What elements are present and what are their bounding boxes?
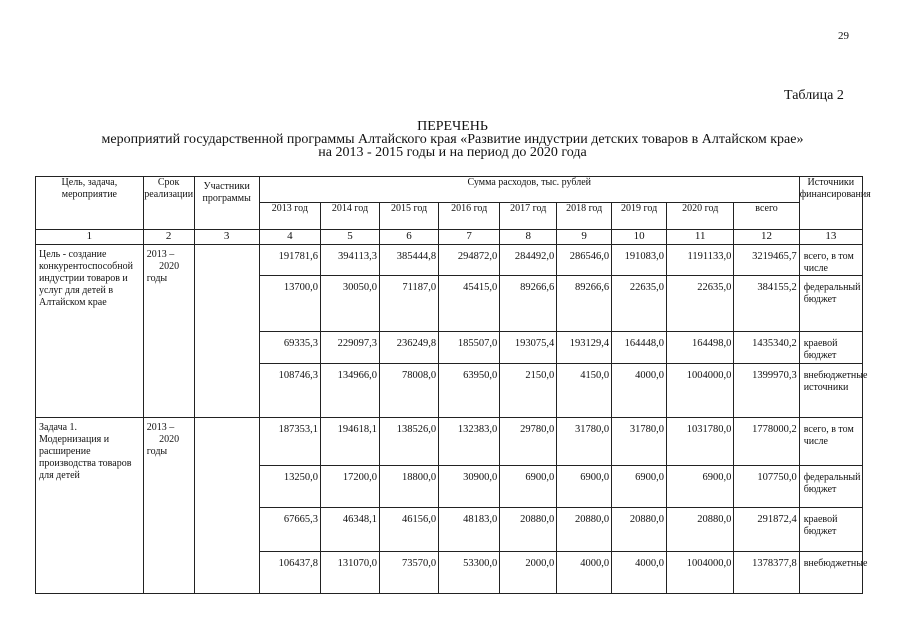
goal-cell: Цель - создание конкурентоспособной индустрии товаров и услуг для детей в Алтайском крае (36, 245, 144, 418)
amount-cell: 30050,0 (320, 276, 379, 332)
column-number: 10 (612, 230, 667, 245)
participants-cell (194, 245, 259, 418)
amount-cell: 78008,0 (380, 364, 439, 418)
amount-cell: 2000,0 (500, 552, 557, 594)
column-number: 5 (320, 230, 379, 245)
header-term: Срок реализации (143, 177, 194, 230)
amount-cell: 89266,6 (557, 276, 612, 332)
amount-cell: 22635,0 (667, 276, 734, 332)
source-cell: федеральный бюджет (799, 276, 862, 332)
header-year: 2019 год (612, 203, 667, 230)
amount-cell: 46156,0 (380, 508, 439, 552)
column-number: 9 (557, 230, 612, 245)
column-number: 6 (380, 230, 439, 245)
amount-cell: 187353,1 (259, 418, 320, 466)
column-number: 11 (667, 230, 734, 245)
amount-cell: 1004000,0 (667, 552, 734, 594)
table-row (36, 418, 863, 466)
source-cell: всего, в том числе (799, 245, 862, 276)
source-cell: всего, в том числе (799, 418, 862, 466)
term-suffix: годы (146, 273, 168, 284)
amount-cell: 29780,0 (500, 418, 557, 466)
header-goal: Цель, задача, мероприятие (36, 177, 144, 230)
header-year: 2017 год (500, 203, 557, 230)
amount-cell: 1378377,8 (734, 552, 799, 594)
amount-cell: 164448,0 (612, 332, 667, 364)
amount-cell: 4000,0 (612, 364, 667, 418)
goal-cell: Задача 1. Модернизация и расширение производства товаров для детей (36, 418, 144, 594)
amount-cell: 108746,3 (259, 364, 320, 418)
amount-cell: 31780,0 (612, 418, 667, 466)
term-cell (143, 418, 194, 594)
amount-cell: 106437,8 (259, 552, 320, 594)
amount-cell: 67665,3 (259, 508, 320, 552)
amount-cell: 1191133,0 (667, 245, 734, 276)
amount-cell: 1778000,2 (734, 418, 799, 466)
amount-cell: 69335,3 (259, 332, 320, 364)
page-number: 29 (838, 30, 849, 42)
title-line-3: на 2013 - 2015 годы и на период до 2020 года (318, 145, 587, 160)
table-row (36, 245, 863, 276)
source-cell: краевой бюджет (799, 508, 862, 552)
title-line-2: мероприятий государственной программы Алтайского края «Развитие индустрии детских товаров в Алтайском крае» (101, 132, 804, 147)
amount-cell: 20880,0 (667, 508, 734, 552)
amount-cell: 46348,1 (320, 508, 379, 552)
expenditure-table (35, 176, 871, 594)
amount-cell: 134966,0 (320, 364, 379, 418)
amount-cell: 394113,3 (320, 245, 379, 276)
amount-cell: 291872,4 (734, 508, 799, 552)
header-year: 2014 год (320, 203, 379, 230)
source-cell: краевой бюджет (799, 332, 862, 364)
title-line-1: ПЕРЕЧЕНЬ (417, 119, 488, 134)
amount-cell: 6900,0 (612, 466, 667, 508)
column-number: 4 (259, 230, 320, 245)
term-end: 2020 (159, 261, 180, 272)
amount-cell: 20880,0 (557, 508, 612, 552)
amount-cell: 22635,0 (612, 276, 667, 332)
amount-cell: 2150,0 (500, 364, 557, 418)
column-number: 7 (439, 230, 500, 245)
document-title (0, 120, 905, 159)
column-number: 13 (799, 230, 862, 245)
amount-cell: 6900,0 (500, 466, 557, 508)
amount-cell: 30900,0 (439, 466, 500, 508)
amount-cell: 4000,0 (612, 552, 667, 594)
column-number: 1 (36, 230, 144, 245)
amount-cell: 1435340,2 (734, 332, 799, 364)
amount-cell: 20880,0 (612, 508, 667, 552)
header-year: 2013 год (259, 203, 320, 230)
amount-cell: 191083,0 (612, 245, 667, 276)
amount-cell: 4000,0 (557, 552, 612, 594)
amount-cell: 193075,4 (500, 332, 557, 364)
amount-cell: 31780,0 (557, 418, 612, 466)
column-number: 3 (194, 230, 259, 245)
source-cell: внебюджетные источники (799, 364, 862, 418)
amount-cell: 284492,0 (500, 245, 557, 276)
amount-cell: 63950,0 (439, 364, 500, 418)
amount-cell: 1031780,0 (667, 418, 734, 466)
term-end: 2020 (159, 434, 180, 445)
header-year: 2015 год (380, 203, 439, 230)
amount-cell: 89266,6 (500, 276, 557, 332)
amount-cell: 164498,0 (667, 332, 734, 364)
header-year: 2018 год (557, 203, 612, 230)
amount-cell: 45415,0 (439, 276, 500, 332)
amount-cell: 294872,0 (439, 245, 500, 276)
term-start: 2013 – (146, 249, 175, 260)
amount-cell: 194618,1 (320, 418, 379, 466)
term-cell (143, 245, 194, 418)
amount-cell: 71187,0 (380, 276, 439, 332)
header-year: всего (734, 203, 799, 230)
amount-cell: 20880,0 (500, 508, 557, 552)
amount-cell: 236249,8 (380, 332, 439, 364)
amount-cell: 1399970,3 (734, 364, 799, 418)
amount-cell: 132383,0 (439, 418, 500, 466)
header-sources: Источники финансирования (799, 177, 862, 230)
amount-cell: 4150,0 (557, 364, 612, 418)
amount-cell: 3219465,7 (734, 245, 799, 276)
term-start: 2013 – (146, 422, 175, 433)
amount-cell: 6900,0 (667, 466, 734, 508)
amount-cell: 385444,8 (380, 245, 439, 276)
amount-cell: 286546,0 (557, 245, 612, 276)
amount-cell: 193129,4 (557, 332, 612, 364)
amount-cell: 1004000,0 (667, 364, 734, 418)
header-participants: Участники программы (194, 177, 259, 230)
column-number: 8 (500, 230, 557, 245)
amount-cell: 53300,0 (439, 552, 500, 594)
amount-cell: 384155,2 (734, 276, 799, 332)
source-cell: федеральный бюджет (799, 466, 862, 508)
amount-cell: 138526,0 (380, 418, 439, 466)
amount-cell: 17200,0 (320, 466, 379, 508)
amount-cell: 13700,0 (259, 276, 320, 332)
term-suffix: годы (146, 446, 168, 457)
amount-cell: 107750,0 (734, 466, 799, 508)
amount-cell: 13250,0 (259, 466, 320, 508)
table-label: Таблица 2 (784, 88, 844, 103)
source-cell: внебюджетные (799, 552, 862, 594)
amount-cell: 73570,0 (380, 552, 439, 594)
column-number: 12 (734, 230, 799, 245)
amount-cell: 229097,3 (320, 332, 379, 364)
header-sum: Сумма расходов, тыс. рублей (259, 177, 799, 203)
amount-cell: 191781,6 (259, 245, 320, 276)
amount-cell: 18800,0 (380, 466, 439, 508)
participants-cell (194, 418, 259, 594)
column-number: 2 (143, 230, 194, 245)
header-year: 2016 год (439, 203, 500, 230)
amount-cell: 131070,0 (320, 552, 379, 594)
amount-cell: 48183,0 (439, 508, 500, 552)
header-year: 2020 год (667, 203, 734, 230)
amount-cell: 185507,0 (439, 332, 500, 364)
amount-cell: 6900,0 (557, 466, 612, 508)
